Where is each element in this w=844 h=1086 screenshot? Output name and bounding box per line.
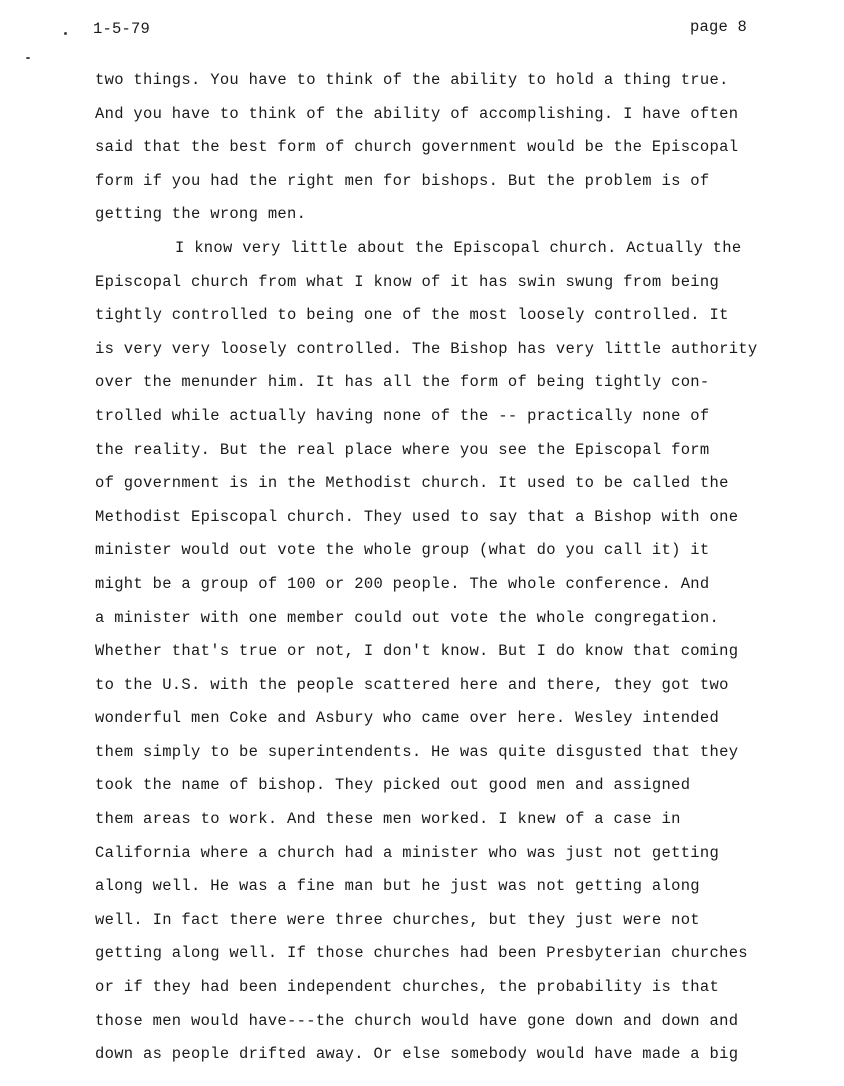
text-line: getting the wrong men. xyxy=(95,205,307,224)
text-line: along well. He was a fine man but he just was not getting along xyxy=(95,877,700,896)
text-line: is very very loosely controlled. The Bishop has very little authority xyxy=(95,339,758,358)
text-line: to the U.S. with the people scattered here and there, they got two xyxy=(95,675,729,694)
text-line: them simply to be superintendents. He was quite disgusted that they xyxy=(95,742,739,761)
text-line: wonderful men Coke and Asbury who came over here. Wesley intended xyxy=(95,709,720,728)
text-line: well. In fact there were three churches, but they just were not xyxy=(95,910,700,929)
text-line: Whether that's true or not, I don't know. But I do know that coming xyxy=(95,642,739,661)
text-line: the reality. But the real place where you see the Episcopal form xyxy=(95,440,710,459)
text-line: of government is in the Methodist church. It used to be called the xyxy=(95,474,729,493)
header-date: 1-5-79 xyxy=(93,20,151,38)
text-line: trolled while actually having none of the -- practically none of xyxy=(95,406,710,425)
text-line: those men would have---the church would have gone down and down and xyxy=(95,1011,739,1030)
transcript-body xyxy=(95,64,815,1072)
page-number: page 8 xyxy=(690,18,748,36)
text-line: over the menunder him. It has all the form of being tightly con- xyxy=(95,373,710,392)
text-line: I know very little about the Episcopal church. Actually the xyxy=(175,238,742,257)
text-line: said that the best form of church government would be the Episcopal xyxy=(95,138,739,157)
text-line: them areas to work. And these men worked. I knew of a case in xyxy=(95,810,681,829)
text-line: And you have to think of the ability of accomplishing. I have often xyxy=(95,104,739,123)
text-line: might be a group of 100 or 200 people. The whole conference. And xyxy=(95,574,710,593)
text-line: minister would out vote the whole group (what do you call it) it xyxy=(95,541,710,560)
margin-mark xyxy=(26,57,30,59)
text-line: two things. You have to think of the ability to hold a thing true. xyxy=(95,71,729,89)
text-line: getting along well. If those churches had been Presbyterian churches xyxy=(95,944,748,963)
text-line: form if you had the right men for bishops. But the problem is of xyxy=(95,171,710,190)
margin-mark xyxy=(64,32,67,35)
text-line: tightly controlled to being one of the most loosely controlled. It xyxy=(95,306,729,325)
text-line: took the name of bishop. They picked out good men and assigned xyxy=(95,776,691,795)
text-line: California where a church had a minister who was just not getting xyxy=(95,843,720,862)
text-line: or if they had been independent churches, the probability is that xyxy=(95,978,720,997)
text-line: Episcopal church from what I know of it has swin swung from being xyxy=(95,272,720,291)
text-line: down as people drifted away. Or else somebody would have made a big xyxy=(95,1045,739,1064)
text-line: Methodist Episcopal church. They used to say that a Bishop with one xyxy=(95,507,739,526)
text-line: a minister with one member could out vote the whole congregation. xyxy=(95,608,720,627)
